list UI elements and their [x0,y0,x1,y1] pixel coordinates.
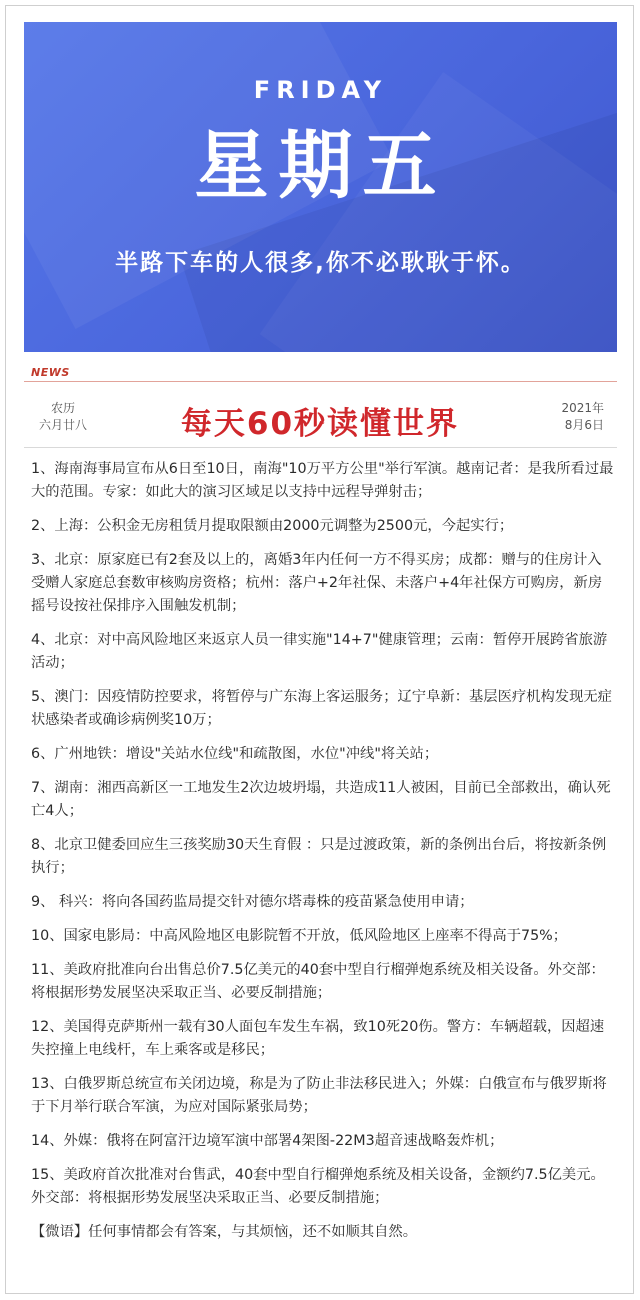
news-item: 11、美政府批准向台出售总价7.5亿美元的40套中型自行榴弹炮系统及相关设备。外交部：将根据形势发展坚决采取正当、必要反制措施； [31,962,605,1001]
page-title: 每天60秒读懂世界 [180,406,460,442]
news-item: 13、白俄罗斯总统宣布关闭边境，称是为了防止非法移民进入；外媒：白俄宣布与俄罗斯将于下月举行联合军演，为应对国际紧张局势； [31,1076,607,1115]
lunar-label: 农历 [50,401,75,415]
weekday-english: FRIDAY [253,76,388,104]
news-item: 2、上海：公积金无房租赁月提取限额由2000元调整为2500元，今起实行； [31,518,514,534]
news-tag: NEWS [31,366,70,379]
news-item: 14、外媒：俄将在阿富汗边境军演中部署4架图-22M3超音速战略轰炸机； [31,1133,504,1149]
news-item: 5、澳门：因疫情防控要求，将暂停与广东海上客运服务；辽宁阜新：基层医疗机构发现无症状感染者或确诊病例奖10万； [31,689,612,728]
date-month-day: 8月6日 [564,418,604,432]
header-banner [24,22,617,352]
lunar-value: 六月廿八 [38,418,87,432]
divider [24,381,617,382]
weekday-chinese: 星期五 [194,123,447,209]
news-item: 8、北京卫健委回应生三孩奖励30天生育假 ：只是过渡政策，新的条例出台后，将按新条例执行； [31,837,607,876]
news-item: 4、北京：对中高风险地区来返京人员一律实施"14+7"健康管理；云南：暂停开展跨省旅游活动； [31,632,608,671]
news-item: 1、海南海事局宣布从6日至10日，南海"10万平方公里"举行军演。越南记者：是我所看过最大的范围。专家：如此大的演习区域足以支持中远程导弹射击； [31,461,614,500]
divider [24,447,617,448]
news-item: 6、广州地铁：增设"关站水位线"和疏散图，水位"冲线"将关站； [31,746,439,762]
news-item: 10、国家电影局：中高风险地区电影院暂不开放，低风险地区上座率不得高于75%； [31,928,568,944]
banner-quote: 半路下车的人很多,你不必耿耿于怀。 [115,250,526,276]
gregorian-date [561,400,604,434]
weiyu-quote: 【微语】任何事情都会有答案，与其烦恼，还不如顺其自然。 [31,1224,418,1240]
news-item: 7、湖南：湘西高新区一工地发生2次边坡坍塌，共造成11人被困，目前已全部救出，确认死亡4人； [31,780,611,819]
news-item: 15、美政府首次批准对台售武，40套中型自行榴弹炮系统及相关设备，金额约7.5亿美元。外交部：将根据形势发展坚决采取正当、必要反制措施； [31,1167,605,1206]
news-item: 3、北京：原家庭已有2套及以上的，离婚3年内任何一方不得买房；成都：赠与的住房计入受赠人家庭总套数审核购房资格；杭州：落户+2年社保、未落户+4年社保方可购房，新房摇号设按社保排序入围触发机制； [31,552,603,614]
news-item: 12、美国得克萨斯州一载有30人面包车发生车祸，致10死20伤。警方：车辆超载，因超速失控撞上电线杆，车上乘客或是移民； [31,1019,605,1058]
news-item: 9、 科兴：将向各国药监局提交针对德尔塔毒株的疫苗紧急使用申请； [31,894,474,910]
date-year: 2021年 [561,401,604,415]
news-list [31,458,614,1258]
